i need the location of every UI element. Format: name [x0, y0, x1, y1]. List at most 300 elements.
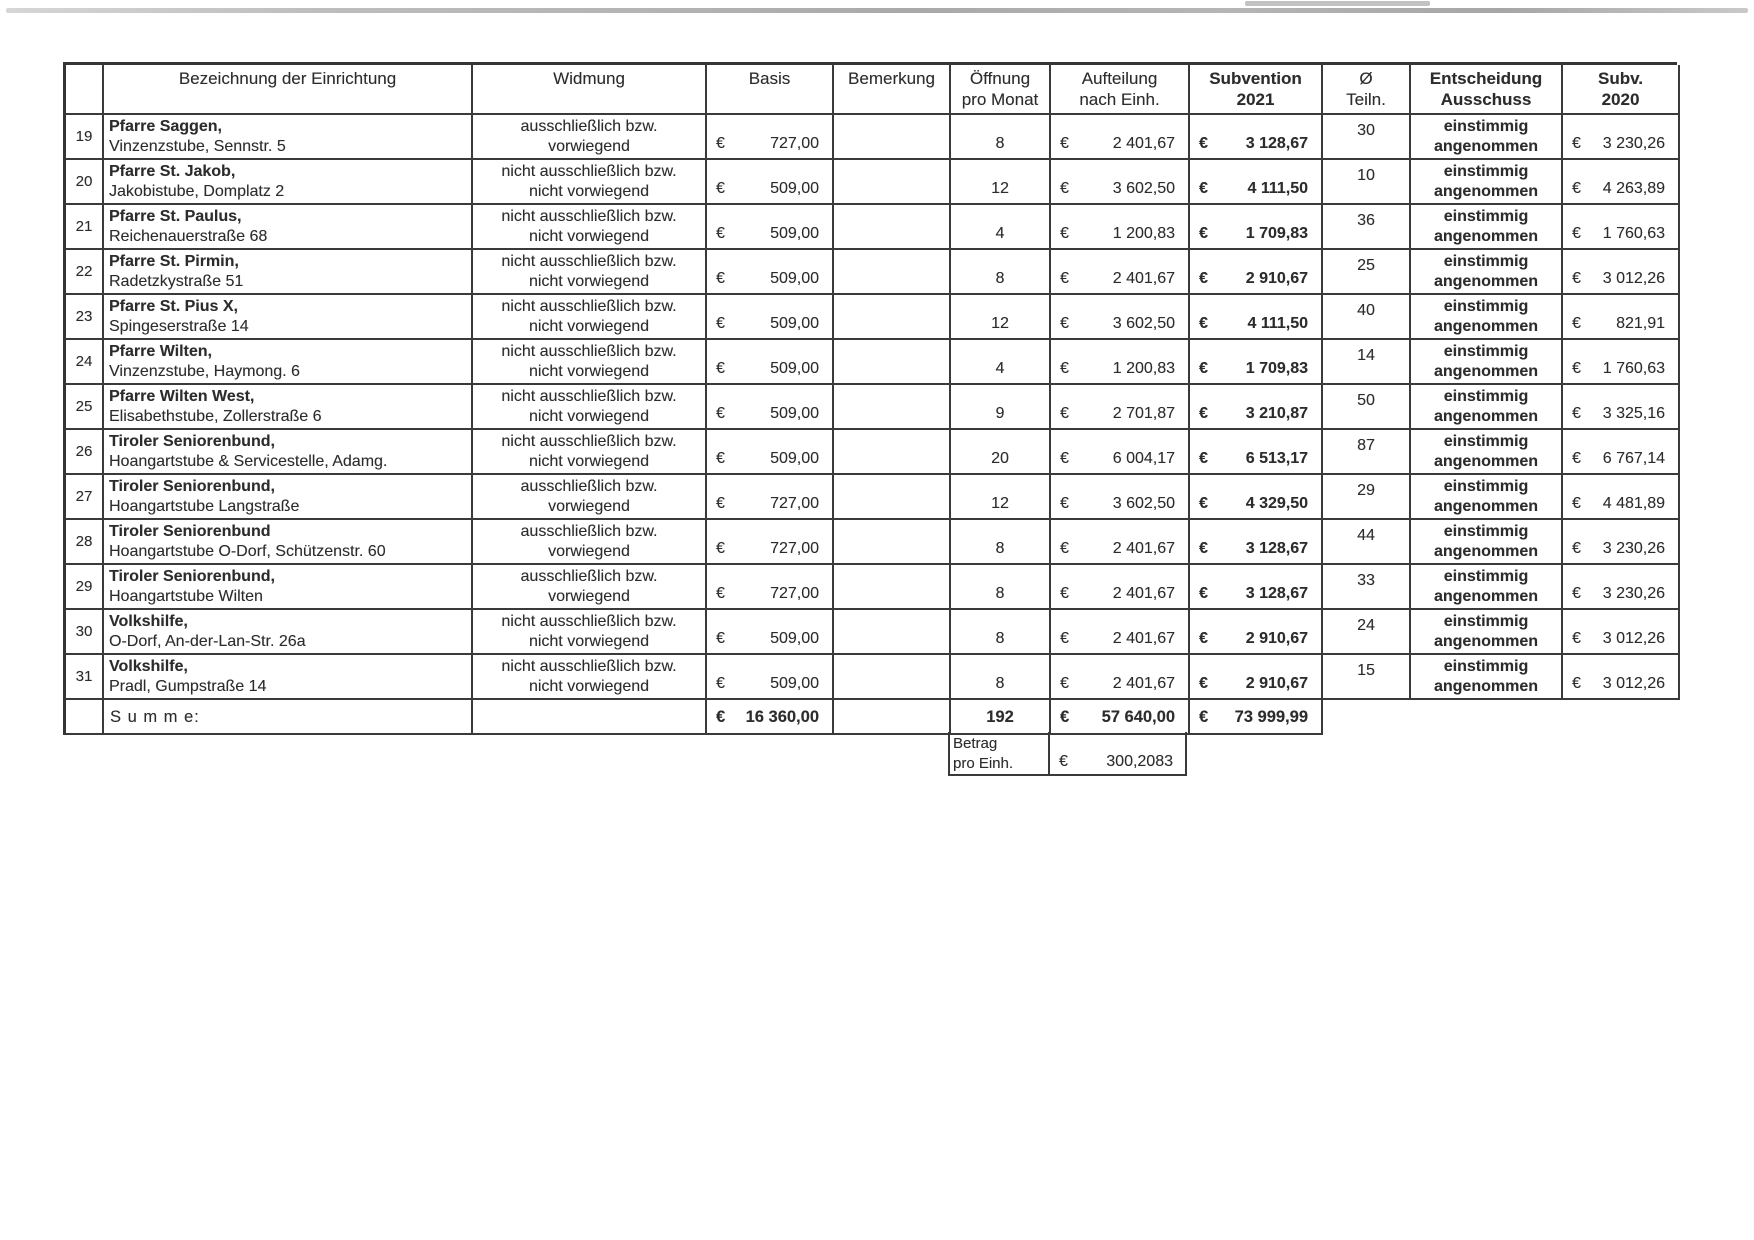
amount: 3 128,67	[1245, 540, 1308, 557]
euro-symbol: €	[1199, 135, 1208, 152]
empty-area	[1411, 700, 1563, 735]
widmung-cell	[473, 655, 707, 700]
facility-cell	[104, 115, 473, 160]
oeffnung-pro-monat-cell: 8	[951, 250, 1051, 295]
amount: 821,91	[1616, 315, 1665, 332]
euro-symbol: €	[1572, 360, 1581, 377]
facility-address: Elisabethstube, Zollerstraße 6	[109, 408, 322, 425]
widmung-line2: nicht vorwiegend	[528, 633, 650, 650]
entscheidung-line1: einstimmig	[1443, 298, 1529, 315]
euro-symbol: €	[716, 540, 725, 557]
amount: 3 602,50	[1112, 315, 1175, 332]
basis-cell	[707, 565, 834, 610]
header-label-line2: Teiln.	[1346, 90, 1386, 109]
betrag-label-line1: Betrag	[953, 735, 998, 752]
widmung-cell	[473, 610, 707, 655]
facility-address: Pradl, Gumpstraße 14	[109, 678, 267, 695]
euro-symbol: €	[1060, 405, 1069, 422]
aufteilung-nach-einheiten-cell	[1051, 295, 1190, 340]
amount: 509,00	[770, 405, 819, 422]
header-label-line1: Öffnung	[969, 69, 1031, 88]
widmung-line1: nicht ausschließlich bzw.	[501, 433, 677, 450]
facility-cell	[104, 520, 473, 565]
teilnehmer-cell: 33	[1323, 565, 1411, 610]
euro-symbol: €	[1060, 270, 1069, 287]
basis-cell	[707, 205, 834, 250]
entscheidung-line1: einstimmig	[1443, 433, 1529, 450]
amount: 3 128,67	[1245, 585, 1308, 602]
subvention-2020-cell	[1563, 340, 1680, 385]
euro-symbol: €	[1572, 450, 1581, 467]
euro-symbol: €	[1199, 450, 1208, 467]
row-number: 21	[66, 205, 104, 250]
widmung-line1: nicht ausschließlich bzw.	[501, 658, 677, 675]
scan-artifact-smudge	[1245, 1, 1430, 6]
widmung-line2: nicht vorwiegend	[528, 273, 650, 290]
subvention-2021-cell	[1190, 430, 1323, 475]
oeffnung-pro-monat-cell: 8	[951, 655, 1051, 700]
entscheidung-cell	[1411, 565, 1563, 610]
entscheidung-line1: einstimmig	[1443, 343, 1529, 360]
facility-name: Volkshilfe,	[109, 613, 188, 630]
amount: 4 329,50	[1245, 495, 1308, 512]
oeffnung-pro-monat-cell: 12	[951, 475, 1051, 520]
amount: 1 709,83	[1245, 225, 1308, 242]
euro-symbol: €	[716, 707, 726, 726]
facility-name: Pfarre St. Jakob,	[109, 163, 236, 180]
betrag-label	[950, 732, 1050, 774]
amount: 509,00	[770, 675, 819, 692]
amount: 6 513,17	[1245, 450, 1308, 467]
amount: 4 481,89	[1602, 495, 1665, 512]
facility-address: Radetzkystraße 51	[109, 273, 244, 290]
row-number: 28	[66, 520, 104, 565]
row-number: 29	[66, 565, 104, 610]
entscheidung-line2: angenommen	[1433, 183, 1538, 200]
amount: 3 325,16	[1602, 405, 1665, 422]
amount: 3 210,87	[1245, 405, 1308, 422]
facility-cell	[104, 430, 473, 475]
header-label-line2: nach Einh.	[1079, 90, 1160, 109]
amount: 3 128,67	[1245, 135, 1308, 152]
oeffnung-pro-monat-cell: 8	[951, 115, 1051, 160]
aufteilung-nach-einheiten-cell	[1051, 655, 1190, 700]
summe-aufteilung-value: 57 640,00	[1101, 707, 1175, 726]
oeffnung-pro-monat-cell: 8	[951, 610, 1051, 655]
amount: 3 602,50	[1112, 495, 1175, 512]
subvention-2020-cell	[1563, 610, 1680, 655]
facility-cell	[104, 295, 473, 340]
amount: 2 401,67	[1112, 630, 1175, 647]
entscheidung-line1: einstimmig	[1443, 568, 1529, 585]
widmung-cell	[473, 295, 707, 340]
aufteilung-nach-einheiten-cell	[1051, 115, 1190, 160]
aufteilung-nach-einheiten-cell	[1051, 250, 1190, 295]
euro-symbol: €	[1199, 270, 1208, 287]
widmung-line2: nicht vorwiegend	[528, 228, 650, 245]
facility-name: Tiroler Seniorenbund,	[109, 478, 275, 495]
row-number: 26	[66, 430, 104, 475]
widmung-line1: nicht ausschließlich bzw.	[501, 163, 677, 180]
widmung-line2: vorwiegend	[548, 498, 630, 515]
oeffnung-pro-monat-cell: 4	[951, 205, 1051, 250]
row-number: 22	[66, 250, 104, 295]
subvention-2021-cell	[1190, 610, 1323, 655]
header-label: Bemerkung	[848, 69, 935, 88]
header-cell-entscheidung	[1411, 65, 1563, 115]
header-label-line1: Entscheidung	[1429, 69, 1543, 88]
widmung-line1: ausschließlich bzw.	[520, 523, 658, 540]
bemerkung-cell	[834, 205, 951, 250]
widmung-line1: nicht ausschließlich bzw.	[501, 613, 677, 630]
facility-address: Hoangartstube Langstraße	[109, 498, 300, 515]
header-label-line2: 2021	[1236, 90, 1275, 109]
header-label-line1: Subvention	[1209, 69, 1302, 88]
entscheidung-line2: angenommen	[1433, 543, 1538, 560]
euro-symbol: €	[1060, 495, 1069, 512]
amount: 2 910,67	[1245, 270, 1308, 287]
basis-cell	[707, 295, 834, 340]
euro-symbol: €	[1060, 315, 1069, 332]
entscheidung-line2: angenommen	[1433, 318, 1538, 335]
scan-artifact-bar	[6, 8, 1748, 13]
entscheidung-cell	[1411, 475, 1563, 520]
entscheidung-cell	[1411, 430, 1563, 475]
aufteilung-nach-einheiten-cell	[1051, 205, 1190, 250]
euro-symbol: €	[1199, 585, 1208, 602]
facility-cell	[104, 475, 473, 520]
amount: 4 263,89	[1602, 180, 1665, 197]
amount: 2 910,67	[1245, 675, 1308, 692]
summe-label: S u m m e:	[104, 700, 473, 735]
bemerkung-cell	[834, 385, 951, 430]
subvention-2020-cell	[1563, 475, 1680, 520]
facility-name: Pfarre St. Paulus,	[109, 208, 242, 225]
bemerkung-cell	[834, 160, 951, 205]
entscheidung-line2: angenommen	[1433, 138, 1538, 155]
euro-symbol: €	[1060, 585, 1069, 602]
entscheidung-line2: angenommen	[1433, 363, 1538, 380]
amount: 509,00	[770, 270, 819, 287]
widmung-line2: nicht vorwiegend	[528, 408, 650, 425]
euro-symbol: €	[1060, 225, 1069, 242]
amount: 509,00	[770, 315, 819, 332]
euro-symbol: €	[1572, 225, 1581, 242]
subvention-2021-cell	[1190, 205, 1323, 250]
bemerkung-cell	[834, 250, 951, 295]
widmung-line2: nicht vorwiegend	[528, 678, 650, 695]
empty-area	[1563, 700, 1680, 735]
oeffnung-pro-monat-cell: 8	[951, 520, 1051, 565]
euro-symbol: €	[1572, 540, 1581, 557]
row-number: 31	[66, 655, 104, 700]
aufteilung-nach-einheiten-cell	[1051, 160, 1190, 205]
oeffnung-pro-monat-cell: 9	[951, 385, 1051, 430]
amount: 727,00	[770, 135, 819, 152]
entscheidung-line1: einstimmig	[1443, 388, 1529, 405]
header-cell-oeffnung	[951, 65, 1051, 115]
widmung-line1: ausschließlich bzw.	[520, 478, 658, 495]
facility-name: Pfarre Wilten West,	[109, 388, 255, 405]
teilnehmer-cell: 14	[1323, 340, 1411, 385]
summe-oeffnung: 192	[951, 700, 1051, 735]
basis-cell	[707, 475, 834, 520]
basis-cell	[707, 340, 834, 385]
teilnehmer-cell: 24	[1323, 610, 1411, 655]
header-cell-widmung	[473, 65, 707, 115]
amount: 2 401,67	[1112, 585, 1175, 602]
basis-cell	[707, 160, 834, 205]
amount: 3 230,26	[1602, 135, 1665, 152]
amount: 1 760,63	[1602, 360, 1665, 377]
facility-address: O-Dorf, An-der-Lan-Str. 26a	[109, 633, 306, 650]
entscheidung-cell	[1411, 655, 1563, 700]
betrag-pro-einheit-box	[948, 732, 1187, 776]
facility-address: Vinzenzstube, Sennstr. 5	[109, 138, 286, 155]
widmung-line2: nicht vorwiegend	[528, 183, 650, 200]
widmung-line2: vorwiegend	[548, 543, 630, 560]
amount: 4 111,50	[1247, 315, 1308, 332]
euro-symbol: €	[1572, 675, 1581, 692]
subvention-2020-cell	[1563, 520, 1680, 565]
aufteilung-nach-einheiten-cell	[1051, 610, 1190, 655]
bemerkung-cell	[834, 340, 951, 385]
euro-symbol: €	[1199, 360, 1208, 377]
euro-symbol: €	[716, 675, 725, 692]
entscheidung-line1: einstimmig	[1443, 658, 1529, 675]
subvention-2021-cell	[1190, 520, 1323, 565]
entscheidung-line1: einstimmig	[1443, 208, 1529, 225]
amount: 2 401,67	[1112, 270, 1175, 287]
euro-symbol: €	[1199, 495, 1208, 512]
row-number: 19	[66, 115, 104, 160]
entscheidung-line1: einstimmig	[1443, 613, 1529, 630]
facility-cell	[104, 205, 473, 250]
euro-symbol: €	[716, 405, 725, 422]
teilnehmer-cell: 29	[1323, 475, 1411, 520]
euro-symbol: €	[1199, 675, 1208, 692]
euro-symbol: €	[1572, 180, 1581, 197]
teilnehmer-cell: 15	[1323, 655, 1411, 700]
row-number: 24	[66, 340, 104, 385]
row-number: 25	[66, 385, 104, 430]
amount: 4 111,50	[1247, 180, 1308, 197]
aufteilung-nach-einheiten-cell	[1051, 565, 1190, 610]
subvention-2021-cell	[1190, 385, 1323, 430]
euro-symbol: €	[1199, 630, 1208, 647]
widmung-line1: ausschließlich bzw.	[520, 118, 658, 135]
euro-symbol: €	[716, 225, 725, 242]
euro-symbol: €	[1572, 585, 1581, 602]
teilnehmer-cell: 87	[1323, 430, 1411, 475]
entscheidung-cell	[1411, 250, 1563, 295]
amount: 1 200,83	[1112, 360, 1175, 377]
facility-name: Tiroler Seniorenbund	[109, 523, 271, 540]
diameter-symbol: Ø	[1359, 69, 1373, 88]
teilnehmer-cell: 10	[1323, 160, 1411, 205]
subvention-2021-cell	[1190, 340, 1323, 385]
amount: 727,00	[770, 495, 819, 512]
entscheidung-cell	[1411, 385, 1563, 430]
basis-cell	[707, 385, 834, 430]
bemerkung-cell	[834, 610, 951, 655]
subvention-2021-cell	[1190, 565, 1323, 610]
bemerkung-cell	[834, 520, 951, 565]
euro-symbol: €	[1060, 450, 1069, 467]
amount: 3 230,26	[1602, 585, 1665, 602]
euro-symbol: €	[1060, 135, 1069, 152]
entscheidung-line1: einstimmig	[1443, 523, 1529, 540]
euro-symbol: €	[1572, 270, 1581, 287]
euro-symbol: €	[716, 180, 725, 197]
summe-basis-value: 16 360,00	[745, 707, 819, 726]
teilnehmer-cell: 25	[1323, 250, 1411, 295]
widmung-cell	[473, 340, 707, 385]
euro-symbol: €	[1572, 135, 1581, 152]
aufteilung-nach-einheiten-cell	[1051, 340, 1190, 385]
subvention-2020-cell	[1563, 160, 1680, 205]
facility-cell	[104, 385, 473, 430]
facility-cell	[104, 565, 473, 610]
widmung-line1: ausschließlich bzw.	[520, 568, 658, 585]
entscheidung-line2: angenommen	[1433, 273, 1538, 290]
header-label-line2: Ausschuss	[1440, 90, 1532, 109]
oeffnung-pro-monat-cell: 20	[951, 430, 1051, 475]
header-cell-basis	[707, 65, 834, 115]
amount: 3 230,26	[1602, 540, 1665, 557]
bemerkung-cell	[834, 475, 951, 520]
subvention-2021-cell	[1190, 160, 1323, 205]
facility-address: Hoangartstube O-Dorf, Schützenstr. 60	[109, 543, 386, 560]
bemerkung-cell	[834, 295, 951, 340]
subvention-2020-cell	[1563, 565, 1680, 610]
euro-symbol: €	[1060, 675, 1069, 692]
basis-cell	[707, 520, 834, 565]
oeffnung-pro-monat-cell: 8	[951, 565, 1051, 610]
summe-subvention-value: 73 999,99	[1234, 707, 1308, 726]
facility-name: Tiroler Seniorenbund,	[109, 568, 275, 585]
amount: 727,00	[770, 540, 819, 557]
header-label: Bezeichnung der Einrichtung	[178, 69, 397, 88]
entscheidung-line1: einstimmig	[1443, 163, 1529, 180]
teilnehmer-cell: 30	[1323, 115, 1411, 160]
widmung-line2: nicht vorwiegend	[528, 318, 650, 335]
amount: 509,00	[770, 180, 819, 197]
amount: 1 760,63	[1602, 225, 1665, 242]
header-label-line1: Aufteilung	[1081, 69, 1158, 88]
euro-symbol: €	[1060, 360, 1069, 377]
bemerkung-cell	[834, 430, 951, 475]
header-label-line2: 2020	[1601, 90, 1640, 109]
betrag-value: 300,2083	[1106, 753, 1173, 770]
widmung-cell	[473, 565, 707, 610]
summe-nr-cell	[66, 700, 104, 735]
widmung-line2: vorwiegend	[548, 138, 630, 155]
euro-symbol: €	[1199, 315, 1208, 332]
amount: 2 401,67	[1112, 135, 1175, 152]
amount: 727,00	[770, 585, 819, 602]
row-number: 27	[66, 475, 104, 520]
entscheidung-line2: angenommen	[1433, 453, 1538, 470]
euro-symbol: €	[1060, 630, 1069, 647]
widmung-line2: nicht vorwiegend	[528, 363, 650, 380]
entscheidung-line1: einstimmig	[1443, 118, 1529, 135]
summe-subvention	[1190, 700, 1323, 735]
amount: 509,00	[770, 630, 819, 647]
widmung-cell	[473, 115, 707, 160]
amount: 1 709,83	[1245, 360, 1308, 377]
aufteilung-nach-einheiten-cell	[1051, 520, 1190, 565]
amount: 2 910,67	[1245, 630, 1308, 647]
teilnehmer-cell: 44	[1323, 520, 1411, 565]
facility-cell	[104, 340, 473, 385]
facility-name: Pfarre Wilten,	[109, 343, 212, 360]
euro-symbol: €	[1059, 753, 1068, 770]
euro-symbol: €	[1199, 405, 1208, 422]
widmung-line1: nicht ausschließlich bzw.	[501, 343, 677, 360]
subvention-2020-cell	[1563, 250, 1680, 295]
oeffnung-pro-monat-cell: 12	[951, 295, 1051, 340]
euro-symbol: €	[1060, 707, 1070, 726]
header-label: Basis	[748, 69, 791, 88]
euro-symbol: €	[1060, 540, 1069, 557]
subvention-2020-cell	[1563, 430, 1680, 475]
facility-address: Jakobistube, Domplatz 2	[109, 183, 285, 200]
header-label: Widmung	[553, 69, 625, 88]
widmung-line1: nicht ausschließlich bzw.	[501, 253, 677, 270]
entscheidung-cell	[1411, 520, 1563, 565]
entscheidung-line2: angenommen	[1433, 678, 1538, 695]
aufteilung-nach-einheiten-cell	[1051, 475, 1190, 520]
header-label-line1: Subv.	[1597, 69, 1644, 88]
subvention-2021-cell	[1190, 250, 1323, 295]
amount: 509,00	[770, 360, 819, 377]
amount: 509,00	[770, 225, 819, 242]
entscheidung-line2: angenommen	[1433, 228, 1538, 245]
entscheidung-cell	[1411, 610, 1563, 655]
widmung-cell	[473, 250, 707, 295]
row-number: 20	[66, 160, 104, 205]
euro-symbol: €	[1572, 405, 1581, 422]
entscheidung-line2: angenommen	[1433, 588, 1538, 605]
euro-symbol: €	[1572, 630, 1581, 647]
entscheidung-line2: angenommen	[1433, 498, 1538, 515]
subvention-2021-cell	[1190, 655, 1323, 700]
entscheidung-cell	[1411, 295, 1563, 340]
aufteilung-nach-einheiten-cell	[1051, 430, 1190, 475]
euro-symbol: €	[716, 630, 725, 647]
facility-name: Tiroler Seniorenbund,	[109, 433, 275, 450]
amount: 2 401,67	[1112, 540, 1175, 557]
bemerkung-cell	[834, 565, 951, 610]
header-cell-teilnehmer	[1323, 65, 1411, 115]
aufteilung-nach-einheiten-cell	[1051, 385, 1190, 430]
header-cell-bemerkung	[834, 65, 951, 115]
summe-widmung-cell	[473, 700, 707, 735]
subvention-2021-cell	[1190, 115, 1323, 160]
euro-symbol: €	[716, 135, 725, 152]
summe-bemerkung-cell	[834, 700, 951, 735]
amount: 3 602,50	[1112, 180, 1175, 197]
summe-aufteilung	[1051, 700, 1190, 735]
facility-address: Vinzenzstube, Haymong. 6	[109, 363, 300, 380]
entscheidung-line1: einstimmig	[1443, 478, 1529, 495]
euro-symbol: €	[1199, 707, 1209, 726]
subvention-2020-cell	[1563, 385, 1680, 430]
facility-cell	[104, 250, 473, 295]
basis-cell	[707, 610, 834, 655]
facility-address: Spingeserstraße 14	[109, 318, 249, 335]
